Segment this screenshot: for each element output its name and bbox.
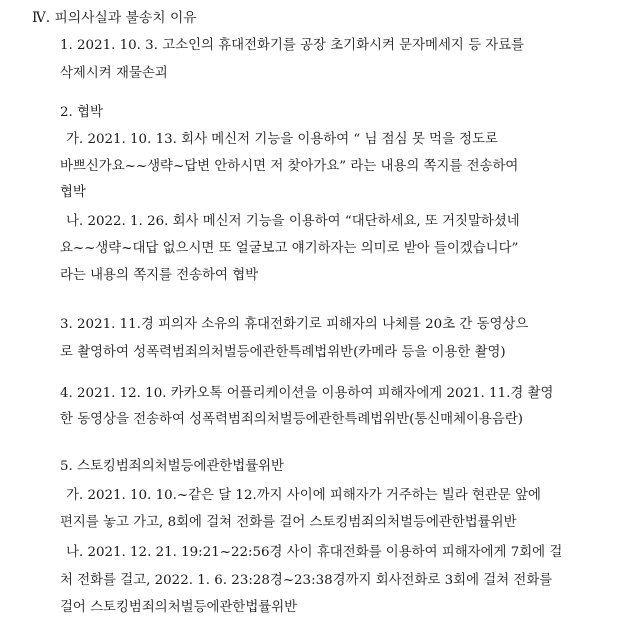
item-2-title: 2. 협박 — [60, 105, 103, 120]
item-2-na-line-1: 나. 2022. 1. 26. 회사 메신저 기능을 이용하여 “대단하세요, 또 거짓말하셨네 — [66, 214, 520, 229]
item-5-title: 5. 스토킹범죄의처벌등에관한법률위반 — [60, 459, 284, 474]
item-5-ga-line-2: 편지를 놓고 가고, 8회에 걸쳐 전화를 걸어 스토킹범죄의처벌등에관한법률위반 — [60, 515, 517, 530]
item-5-ga-line-1: 가. 2021. 10. 10.~같은 달 12.까지 사이에 피해자가 거주하는 빌라 현관문 앞에 — [66, 488, 541, 503]
item-4-line-1: 4. 2021. 12. 10. 카카오톡 어플리케이션을 이용하여 피해자에게 2021. 11.경 촬영 — [60, 386, 554, 401]
item-4-line-2: 한 동영상을 전송하여 성폭력범죄의처벌등에관한특례법위반(통신매체이용음란) — [60, 412, 524, 427]
item-2-ga-line-1: 가. 2021. 10. 13. 회사 메신저 기능을 이용하여 “ 님 점심 못 먹을 정도로 — [66, 132, 498, 147]
item-3-line-2: 로 촬영하여 성폭력범죄의처벌등에관한특례법위반(카메라 등을 이용한 촬영) — [60, 345, 506, 360]
item-2-ga-line-3: 협박 — [60, 185, 86, 200]
item-3-line-1: 3. 2021. 11.경 피의자 소유의 휴대전화기로 피해자의 나체를 20초 간 동영상으 — [60, 317, 529, 332]
item-1-line-2: 삭제시켜 재물손괴 — [60, 66, 168, 81]
item-5-na-line-2: 처 전화를 걸고, 2022. 1. 6. 23:28경~23:38경까지 회사전화로 3회에 걸쳐 전화를 — [60, 573, 553, 588]
item-1-line-1: 1. 2021. 10. 3. 고소인의 휴대전화기를 공장 초기화시켜 문자메세지 등 자료를 — [60, 38, 525, 53]
item-2-na-line-3: 라는 내용의 쪽지를 전송하여 협박 — [60, 268, 259, 283]
item-2-ga-line-2: 바쁘신가요~~생략~답변 안하시면 저 찾아가요” 라는 내용의 쪽지를 전송하여 — [60, 159, 519, 174]
item-5-na-line-1: 나. 2021. 12. 21. 19:21~22:56경 사이 휴대전화를 이용하여 피해자에게 7회에 걸 — [66, 545, 563, 560]
item-5-na-line-3: 걸어 스토킹범죄의처벌등에관한법률위반 — [60, 600, 298, 615]
item-2-na-line-2: 요~~생략~대답 없으시면 또 얼굴보고 얘기하자는 의미로 받아 들이겠습니다” — [60, 241, 519, 256]
section-heading: Ⅳ. 피의사실과 불송치 이유 — [32, 10, 197, 26]
